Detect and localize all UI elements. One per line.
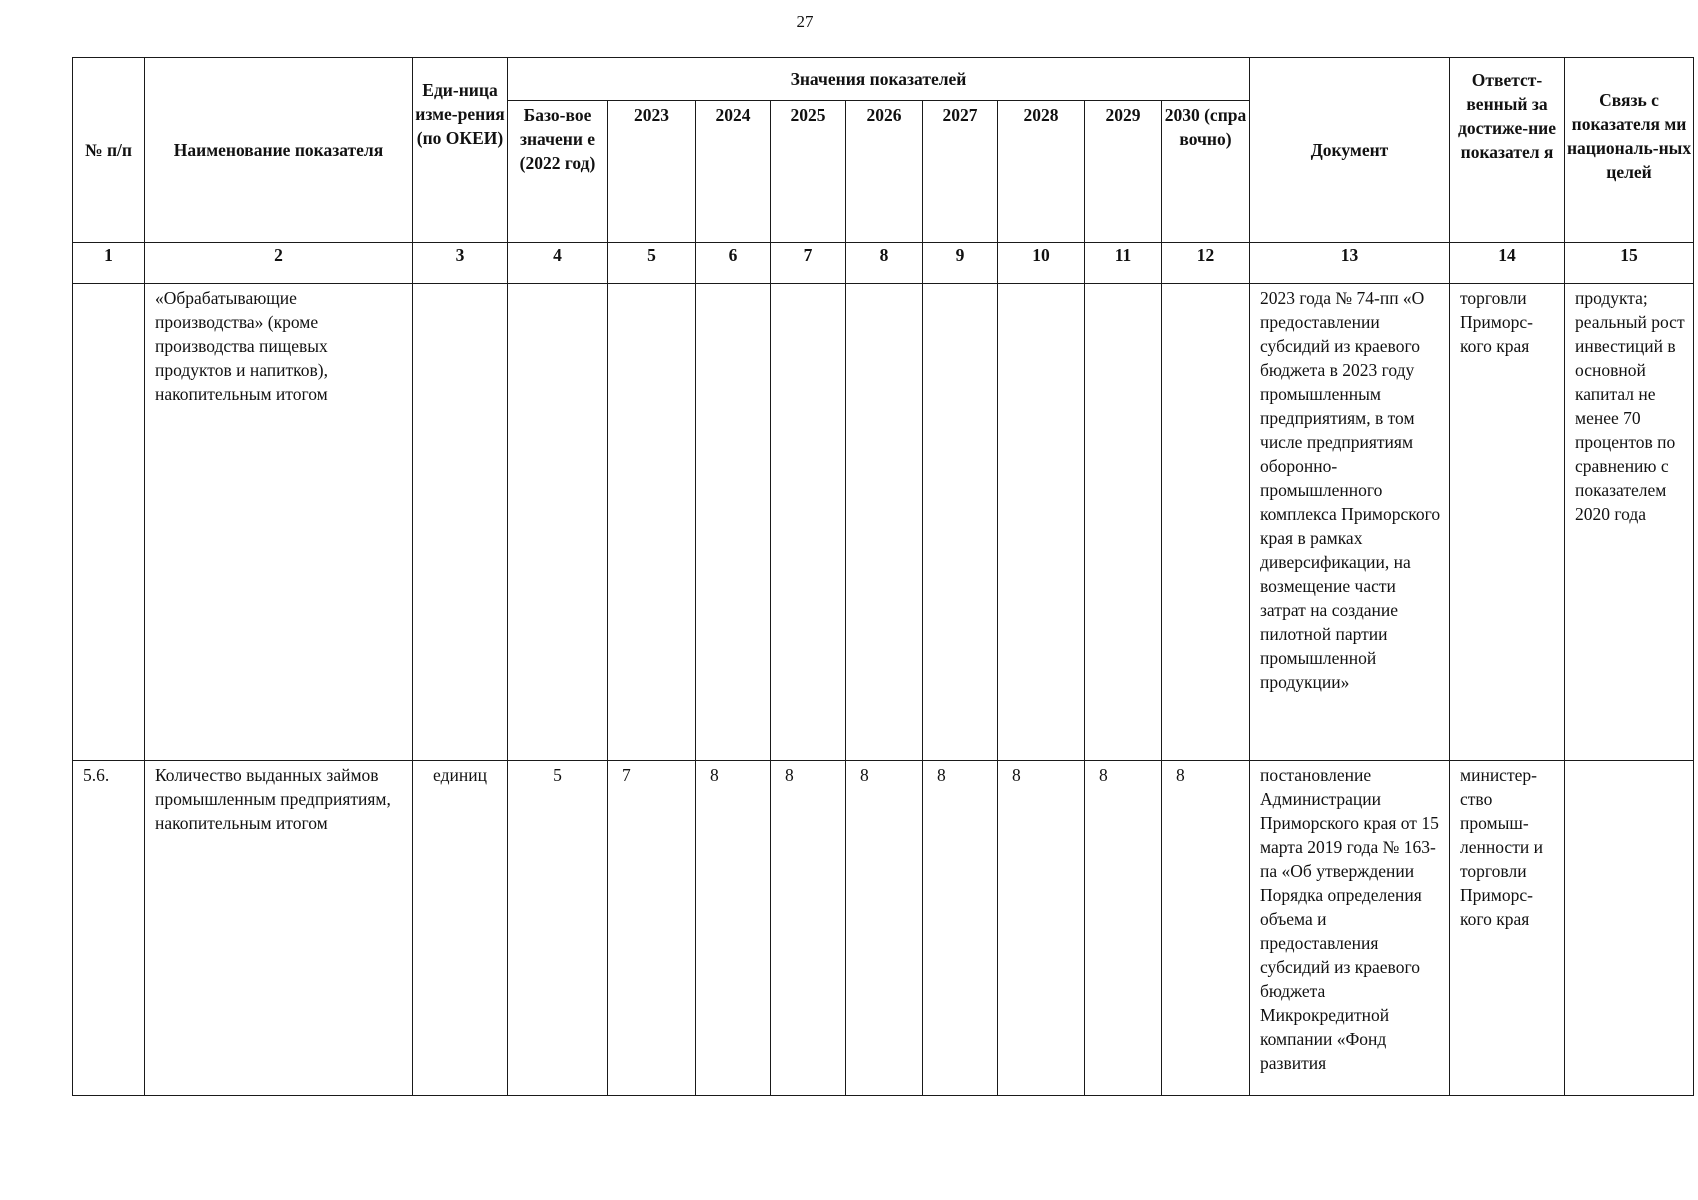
header-2028: 2028 [998, 101, 1085, 243]
cell-num-text: 5.6. [83, 765, 110, 785]
cell-responsible-text: министер-ство промыш-ленности и торговли Приморс-кого края [1460, 765, 1543, 929]
header-row-1 [73, 58, 1694, 101]
cell-link [1565, 284, 1694, 761]
column-number: 14 [1450, 243, 1565, 284]
column-numbers-row [73, 243, 1694, 284]
header-2027: 2027 [923, 101, 998, 243]
cell-document-text: постановление Администрации Приморского края от 15 марта 2019 года № 163-па «Об утверждении Порядка определения объема и предоставления субсидий из краевого бюджета Микрокредитной компании «Фонд развития [1260, 765, 1439, 1073]
cell-link-text: продукта; реальный рост инвестиций в основной капитал не менее 70 процентов по сравнению с показателем 2020 года [1575, 288, 1685, 524]
cell-2025 [771, 761, 846, 1096]
cell-base-text: 5 [553, 765, 562, 785]
cell-base [508, 284, 608, 761]
header-2026: 2026 [846, 101, 923, 243]
column-number: 4 [508, 243, 608, 284]
cell-2025 [771, 284, 846, 761]
cell-unit [413, 284, 508, 761]
header-2029: 2029 [1085, 101, 1162, 243]
cell-name-text: Количество выданных займов промышленным предприятиям, накопительным итогом [155, 765, 391, 833]
cell-responsible [1450, 284, 1565, 761]
cell-document [1250, 284, 1450, 761]
cell-2024 [696, 761, 771, 1096]
cell-2025-text: 8 [785, 765, 794, 785]
header-unit: Еди-ница изме-рения (по ОКЕИ) [413, 58, 508, 243]
header-base: Базо-вое значени е (2022 год) [508, 101, 608, 243]
header-2025: 2025 [771, 101, 846, 243]
column-number: 13 [1250, 243, 1450, 284]
header-responsible: Ответст-венный за достиже-ние показател я [1450, 58, 1565, 243]
cell-2030-text: 8 [1176, 765, 1185, 785]
cell-unit-text: единиц [433, 765, 487, 785]
header-name: Наименование показателя [145, 58, 413, 243]
cell-2026 [846, 284, 923, 761]
cell-2023 [608, 284, 696, 761]
cell-2023 [608, 761, 696, 1096]
indicators-table [72, 57, 1694, 1096]
cell-2030 [1162, 761, 1250, 1096]
column-number: 8 [846, 243, 923, 284]
header-2030: 2030 (спра вочно) [1162, 101, 1250, 243]
header-values-group: Значения показателей [508, 58, 1250, 101]
cell-link [1565, 761, 1694, 1096]
cell-name [145, 284, 413, 761]
cell-2027 [923, 284, 998, 761]
cell-name-text: «Обрабатывающие производства» (кроме производства пищевых продуктов и напитков), накопительным итогом [155, 288, 328, 404]
column-number: 1 [73, 243, 145, 284]
cell-base [508, 761, 608, 1096]
header-num: № п/п [73, 58, 145, 243]
column-number: 12 [1162, 243, 1250, 284]
header-2024: 2024 [696, 101, 771, 243]
column-number: 3 [413, 243, 508, 284]
cell-unit [413, 761, 508, 1096]
page-number: 27 [796, 12, 814, 31]
cell-num [73, 284, 145, 761]
column-number: 2 [145, 243, 413, 284]
cell-responsible [1450, 761, 1565, 1096]
cell-document [1250, 761, 1450, 1096]
cell-num [73, 761, 145, 1096]
cell-name [145, 761, 413, 1096]
column-number: 10 [998, 243, 1085, 284]
header-document: Документ [1250, 58, 1450, 243]
cell-document-text: 2023 года № 74-пп «О предоставлении субсидий из краевого бюджета в 2023 году промышленным предприятиям, в том числе предприятиям оборонно-промышленного комплекса Приморского края в рамках диверсификации, на возмещение части затрат на создание пилотной партии промышленной продукции» [1260, 288, 1441, 692]
cell-2030 [1162, 284, 1250, 761]
cell-2023-text: 7 [622, 765, 631, 785]
cell-2028 [998, 284, 1085, 761]
header-2023: 2023 [608, 101, 696, 243]
cell-2027 [923, 761, 998, 1096]
column-number: 11 [1085, 243, 1162, 284]
column-number: 5 [608, 243, 696, 284]
cell-2027-text: 8 [937, 765, 946, 785]
column-number: 7 [771, 243, 846, 284]
cell-2028 [998, 761, 1085, 1096]
cell-2026-text: 8 [860, 765, 869, 785]
column-number: 6 [696, 243, 771, 284]
column-number: 15 [1565, 243, 1694, 284]
cell-2028-text: 8 [1012, 765, 1021, 785]
cell-2024-text: 8 [710, 765, 719, 785]
column-number: 9 [923, 243, 998, 284]
cell-responsible-text: торговли Приморс-кого края [1460, 288, 1533, 356]
cell-2029 [1085, 284, 1162, 761]
table-row [73, 284, 1694, 761]
cell-2029 [1085, 761, 1162, 1096]
cell-2026 [846, 761, 923, 1096]
header-link: Связь с показателя ми националь-ных целей [1565, 58, 1694, 243]
cell-2029-text: 8 [1099, 765, 1108, 785]
cell-2024 [696, 284, 771, 761]
table-row [73, 761, 1694, 1096]
